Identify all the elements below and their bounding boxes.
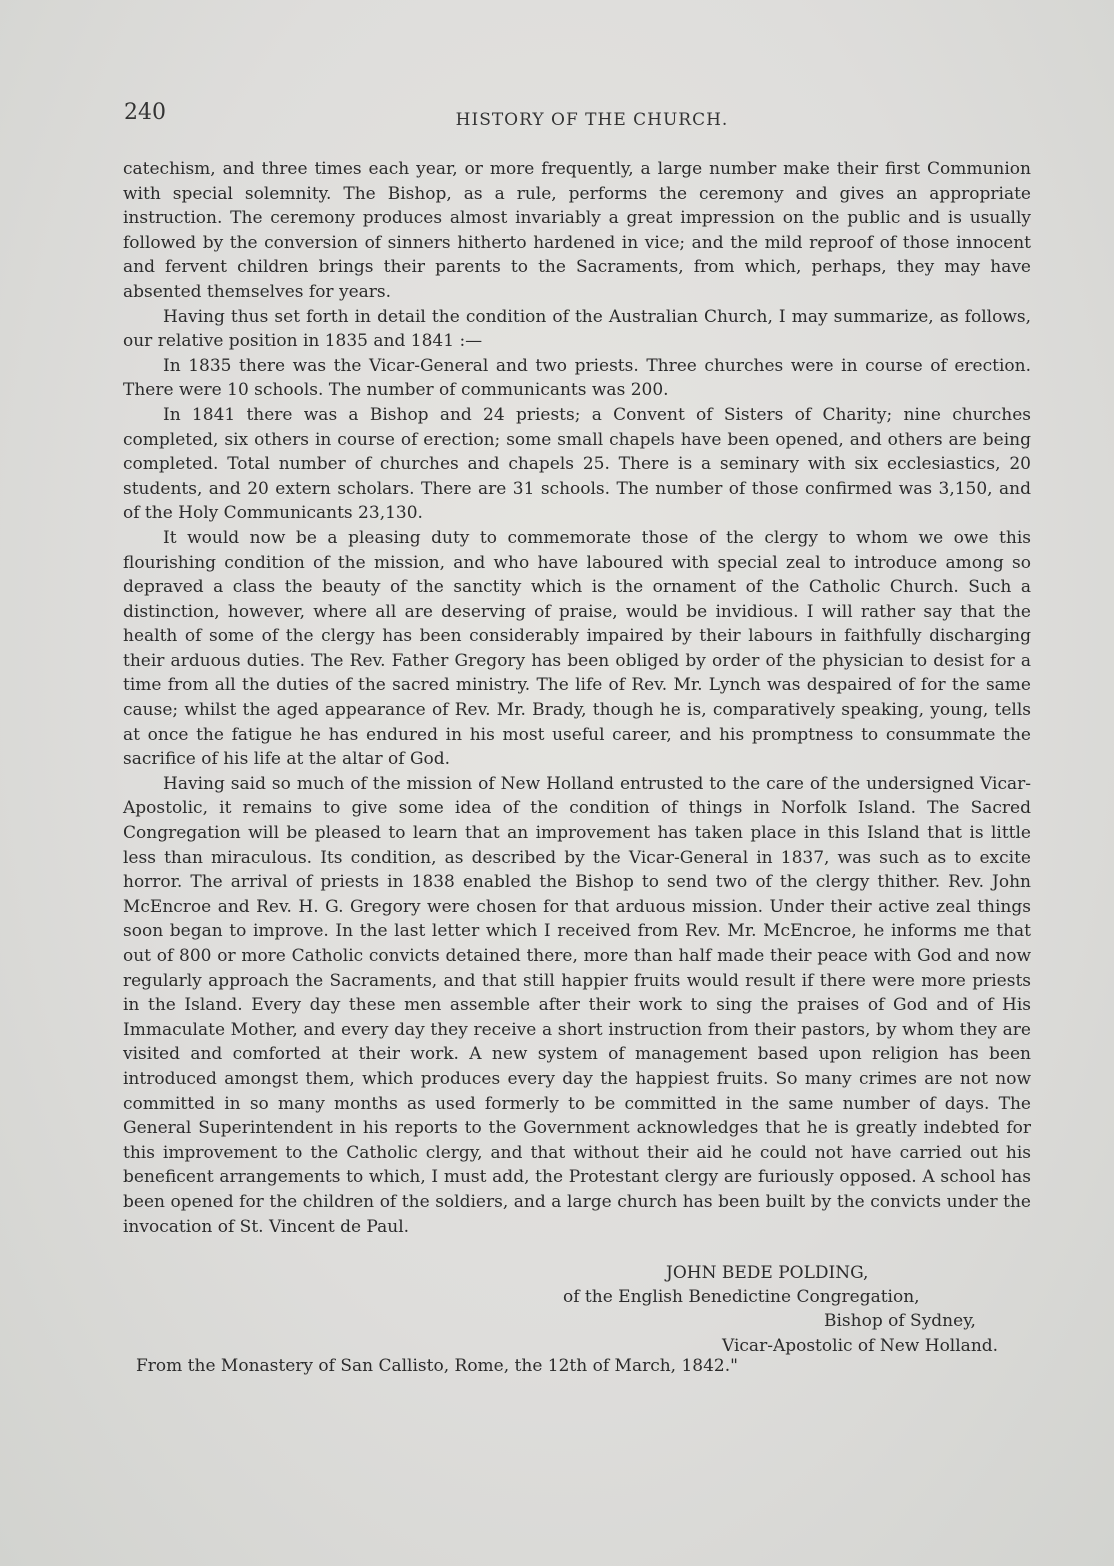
signature-title-vicar: Vicar-Apostolic of New Holland. (722, 1336, 999, 1356)
paragraph-6: Having said so much of the mission of New Holland entrusted to the care of the undersigned Vicar-Apostolic, it remains to give some idea of the condition of things in Norfolk Island. The Sacred Congregation will be pleased to learn that an improvement has taken place in this Island that is little less than miraculous. Its condition, as described by the Vicar-General in 1837, was such as to excite horror. The arrival of priests in 1838 enabled the Bishop to send two of the clergy thither. Rev. John McEncroe and Rev. H. G. Gregory were chosen for that arduous mission. Under their active zeal things soon began to improve. In the last letter which I received from Rev. Mr. McEncroe, he informs me that out of 800 or more Catholic convicts detained there, more than half made their peace with God and now regularly approach the Sacraments, and that still happier fruits would result if there were more priests in the Island. Every day these men assemble after their work to sing the praises of God and of His Immaculate Mother, and every day they receive a short instruction from their pastors, by whom they are visited and comforted at their work. A new system of management based upon religion has been introduced amongst them, which produces every day the happiest fruits. So many crimes are not now committed in so many months as used formerly to be committed in the same number of days. The General Superintendent in his reports to the Government acknowledges that he is greatly indebted for this improvement to the Catholic clergy, and that without their aid he could not have carried out his beneficent arrangements to which, I must add, the Protestant clergy are furiously opposed. A school has been opened for the children of the soldiers, and a large church has been built by the convicts under the invocation of St. Vincent de Paul. (123, 773, 1031, 1237)
paragraph-5: It would now be a pleasing duty to commemorate those of the clergy to whom we owe this flourishing condition of the mission, and who have laboured with special zeal to introduce among so depraved a class the beauty of the sanctity which is the ornament of the Catholic Church. Such a distinction, however, where all are deserving of praise, would be invidious. I will rather say that the health of some of the clergy has been considerably impaired by their labours in faithfully discharging their arduous duties. The Rev. Father Gregory has been obliged by order of the physician to desist for a time from all the duties of the sacred ministry. The life of Rev. Mr. Lynch was despaired of for the same cause; whilst the aged appearance of Rev. Mr. Brady, though he is, comparatively speaking, young, tells at once the fatigue he has endured in his most useful career, and his promptness to consummate the sacrifice of his life at the altar of God. (123, 527, 1031, 770)
paragraph-4: In 1841 there was a Bishop and 24 priests; a Convent of Sisters of Charity; nine churches completed, six others in course of erection; some small chapels have been opened, and others are being completed. Total number of churches and chapels 25. There is a seminary with six ecclesiastics, 20 students, and 20 extern scholars. There are 31 schools. The number of those confirmed was 3,150, and of the Holy Communicants 23,130. (123, 404, 1031, 524)
paragraph-2: Having thus set forth in detail the condition of the Australian Church, I may summarize, as follows, our relative position in 1835 and 1841 :— (123, 306, 1031, 352)
paragraph-3: In 1835 there was the Vicar-General and two priests. Three churches were in course of erection. There were 10 schools. The number of communicants was 200. (123, 355, 1031, 401)
body-text (123, 157, 1031, 1239)
page-number: 240 (124, 100, 166, 125)
paragraph-1: catechism, and three times each year, or more frequently, a large number make their first Communion with special solemnity. The Bishop, as a rule, performs the ceremony and gives an appropriate instruction. The ceremony produces almost invariably a great impression on the public and is usually followed by the conversion of sinners hitherto hardened in vice; and the mild reproof of those innocent and fervent children brings their parents to the Sacraments, from which, perhaps, they may have absented themselves for years. (123, 159, 1031, 302)
signature-title-bishop: Bishop of Sydney, (824, 1311, 976, 1331)
signature-congregation: of the English Benedictine Congregation, (563, 1287, 920, 1307)
signature-name: JOHN BEDE POLDING, (666, 1263, 869, 1283)
dateline: From the Monastery of San Callisto, Rome, the 12th of March, 1842." (136, 1356, 738, 1376)
running-title: HISTORY OF THE CHURCH. (455, 110, 729, 130)
